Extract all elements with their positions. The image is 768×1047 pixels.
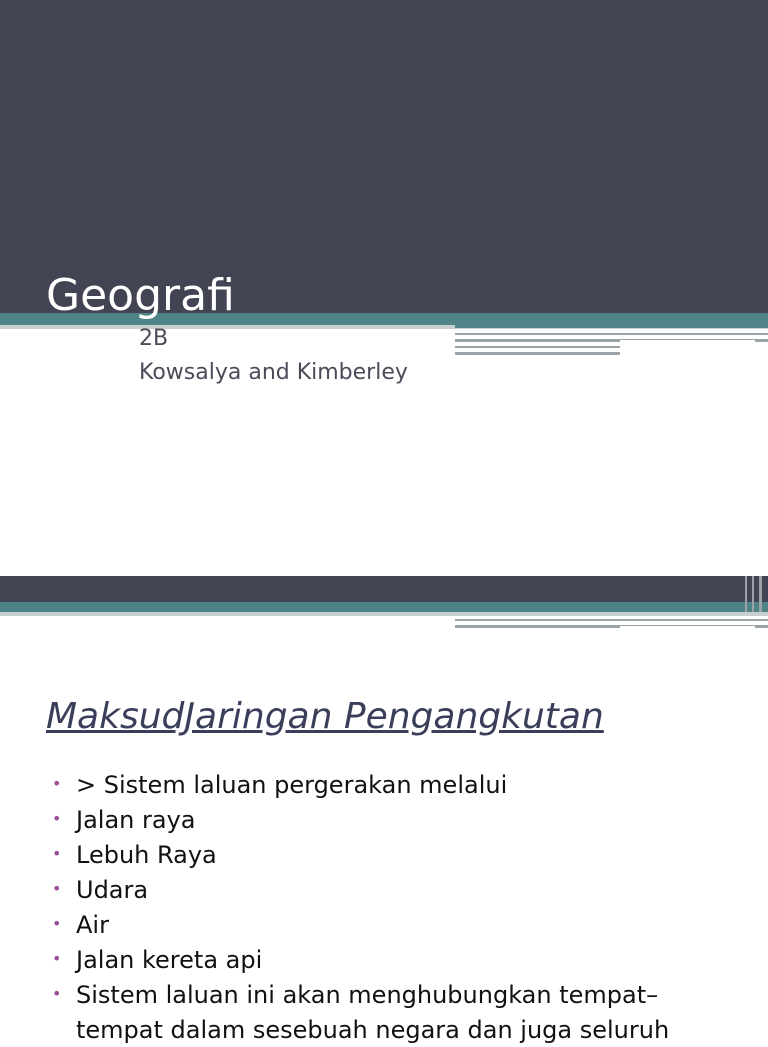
list-item: • Udara — [52, 873, 752, 908]
bullet-dot-icon: • — [52, 844, 62, 863]
accent-line — [455, 346, 620, 348]
accent-line — [759, 576, 762, 612]
header-band — [0, 0, 768, 313]
list-item: • Air — [52, 908, 752, 943]
accent-line — [620, 340, 755, 342]
bullet-dot-icon: • — [52, 949, 62, 968]
divider-line — [0, 612, 768, 616]
bullet-dot-icon: • — [52, 914, 62, 933]
header-band — [0, 576, 768, 602]
subtitle-line: 2B — [139, 326, 169, 351]
accent-line — [455, 352, 620, 355]
bullet-list — [52, 768, 752, 1047]
accent-stripe — [455, 320, 768, 328]
subtitle-line: Kowsalya and Kimberley — [139, 360, 408, 385]
list-item: • Jalan kereta api — [52, 943, 752, 978]
teal-stripe — [0, 602, 768, 612]
slide-title: MaksudJaringan Pengangkutan — [46, 696, 604, 737]
accent-line — [745, 576, 747, 612]
accent-line — [752, 576, 754, 612]
list-item: • > Sistem laluan pergerakan melalui — [52, 768, 752, 803]
bullet-dot-icon: • — [52, 984, 62, 1003]
list-item: • Lebuh Raya — [52, 838, 752, 873]
list-item-continuation: tempat dalam sesebuah negara dan juga seluruh — [76, 1016, 670, 1044]
accent-line — [455, 333, 768, 335]
list-item: • Jalan raya — [52, 803, 752, 838]
accent-line — [455, 619, 768, 621]
content-slide — [0, 576, 768, 1044]
bullet-dot-icon: • — [52, 879, 62, 898]
list-item: • Sistem laluan ini akan menghubungkan tempat– — [52, 978, 752, 1013]
bullet-dot-icon: • — [52, 809, 62, 828]
bullet-dot-icon: • — [52, 774, 62, 793]
slide-title: Geografi — [46, 270, 235, 321]
accent-line — [620, 626, 755, 628]
